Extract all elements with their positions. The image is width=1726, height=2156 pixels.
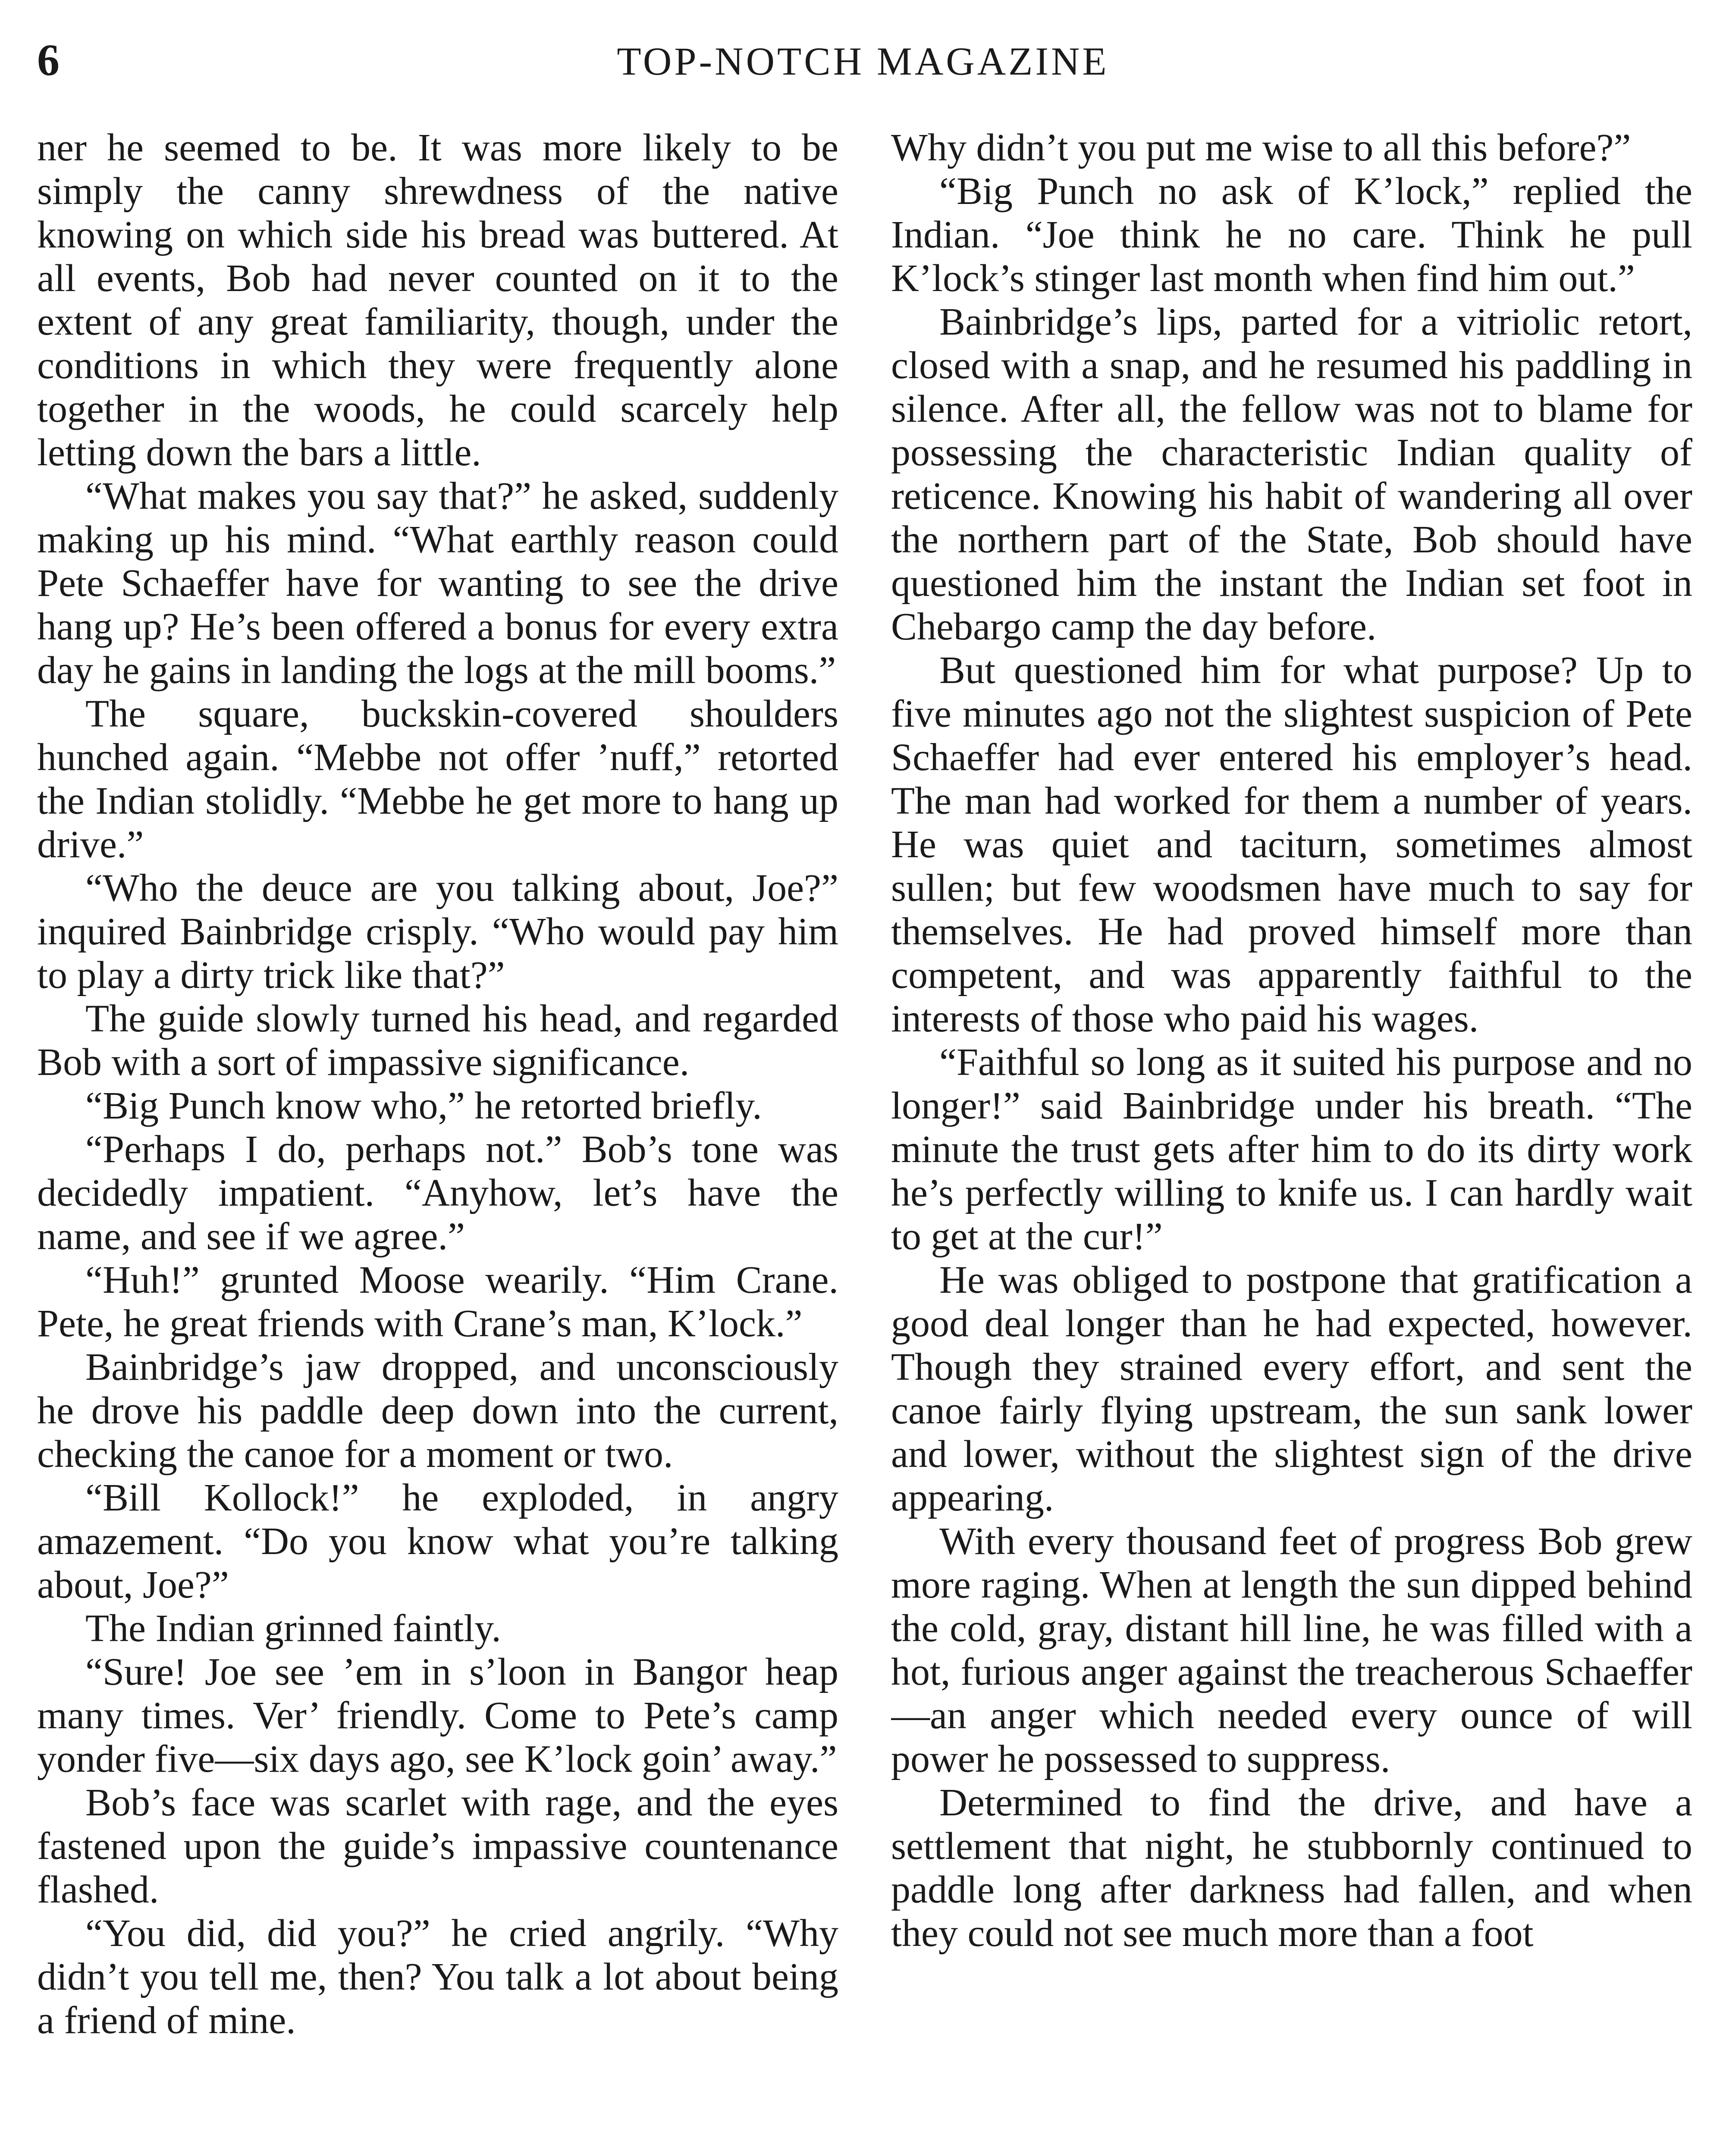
paragraph: “What makes you say that?” he asked, suddenly making up his mind. “What earthly reason could Pete Schaeffer have for wanting to see the drive hang up? He’s been offered a bonus for every extra day he gains in landing the logs at the mill booms.” [37, 475, 838, 692]
left-column [37, 126, 838, 2156]
paragraph: Determined to find the drive, and have a settlement that night, he stubbornly continued to paddle long after darkness had fallen, and when they could not see much more than a foot [891, 1781, 1692, 1955]
paragraph: “Big Punch no ask of K’lock,” replied the Indian. “Joe think he no care. Think he pull K’lock’s stinger last month when find him out.” [891, 170, 1692, 300]
paragraph: With every thousand feet of progress Bob grew more raging. When at length the sun dipped behind the cold, gray, distant hill line, he was filled with a hot, furious anger against the treacherous Schaeffer—an anger which needed every ounce of will power he possessed to suppress. [891, 1520, 1692, 1780]
right-column [891, 126, 1692, 2156]
paragraph: “Who the deuce are you talking about, Joe?” inquired Bainbridge crisply. “Who would pay him to play a dirty trick like that?” [37, 867, 838, 997]
paragraph: But questioned him for what purpose? Up to five minutes ago not the slightest suspicion of Pete Schaeffer had ever entered his employer’s head. The man had worked for them a number of years. He was quiet and taciturn, sometimes almost sullen; but few woodsmen have much to say for themselves. He had proved himself more than competent, and was apparently faithful to the interests of those who paid his wages. [891, 649, 1692, 1040]
paragraph: ner he seemed to be. It was more likely to be simply the canny shrewdness of the native knowing on which side his bread was buttered. At all events, Bob had never counted on it to the extent of any great familiarity, though, under the conditions in which they were frequently alone together in the woods, he could scarcely help letting down the bars a little. [37, 126, 838, 474]
paragraph: “Perhaps I do, perhaps not.” Bob’s tone was decidedly impatient. “Anyhow, let’s have the name, and see if we agree.” [37, 1128, 838, 1258]
paragraph: The guide slowly turned his head, and regarded Bob with a sort of impassive significance. [37, 997, 838, 1084]
paragraph: Bob’s face was scarlet with rage, and the eyes fastened upon the guide’s impassive countenance flashed. [37, 1781, 838, 1911]
paragraph: “You did, did you?” he cried angrily. “Why didn’t you tell me, then? You talk a lot about being a friend of mine. [37, 1912, 838, 2042]
paragraph: “Sure! Joe see ’em in s’loon in Bangor heap many times. Ver’ friendly. Come to Pete’s camp yonder five—six days ago, see K’lock goin’ away.” [37, 1651, 838, 1780]
paragraph: “Faithful so long as it suited his purpose and no longer!” said Bainbridge under his breath. “The minute the trust gets after him to do its dirty work he’s perfectly willing to knife us. I can hardly wait to get at the cur!” [891, 1041, 1692, 1258]
paragraph: “Big Punch know who,” he retorted briefly. [85, 1084, 762, 1127]
paragraph: Bainbridge’s jaw dropped, and unconsciously he drove his paddle deep down into the current, checking the canoe for a moment or two. [37, 1346, 838, 1476]
paragraph: Bainbridge’s lips, parted for a vitriolic retort, closed with a snap, and he resumed his paddling in silence. After all, the fellow was not to blame for possessing the characteristic Indian quality of reticence. Knowing his habit of wandering all over the northern part of the State, Bob should have questioned him the instant the Indian set foot in Chebargo camp the day before. [891, 301, 1692, 648]
paragraph: The Indian grinned faintly. [85, 1607, 501, 1650]
paragraph: The square, buckskin-covered shoulders hunched again. “Mebbe not offer ’nuff,” retorted the Indian stolidly. “Mebbe he get more to hang up drive.” [37, 693, 838, 866]
page-number: 6 [37, 35, 60, 85]
paragraph: “Bill Kollock!” he exploded, in angry amazement. “Do you know what you’re talking about, Joe?” [37, 1476, 838, 1606]
paragraph: “Huh!” grunted Moose wearily. “Him Crane. Pete, he great friends with Crane’s man, K’lock.” [37, 1259, 838, 1345]
paragraph: He was obliged to postpone that gratification a good deal longer than he had expected, however. Though they strained every effort, and sent the canoe fairly flying upstream, the sun sank lower and lower, without the slightest sign of the drive appearing. [891, 1259, 1692, 1519]
paragraph: Why didn’t you put me wise to all this before?” [891, 126, 1631, 169]
page-header [0, 0, 1726, 121]
running-head: TOP-NOTCH MAGAZINE [617, 39, 1109, 83]
